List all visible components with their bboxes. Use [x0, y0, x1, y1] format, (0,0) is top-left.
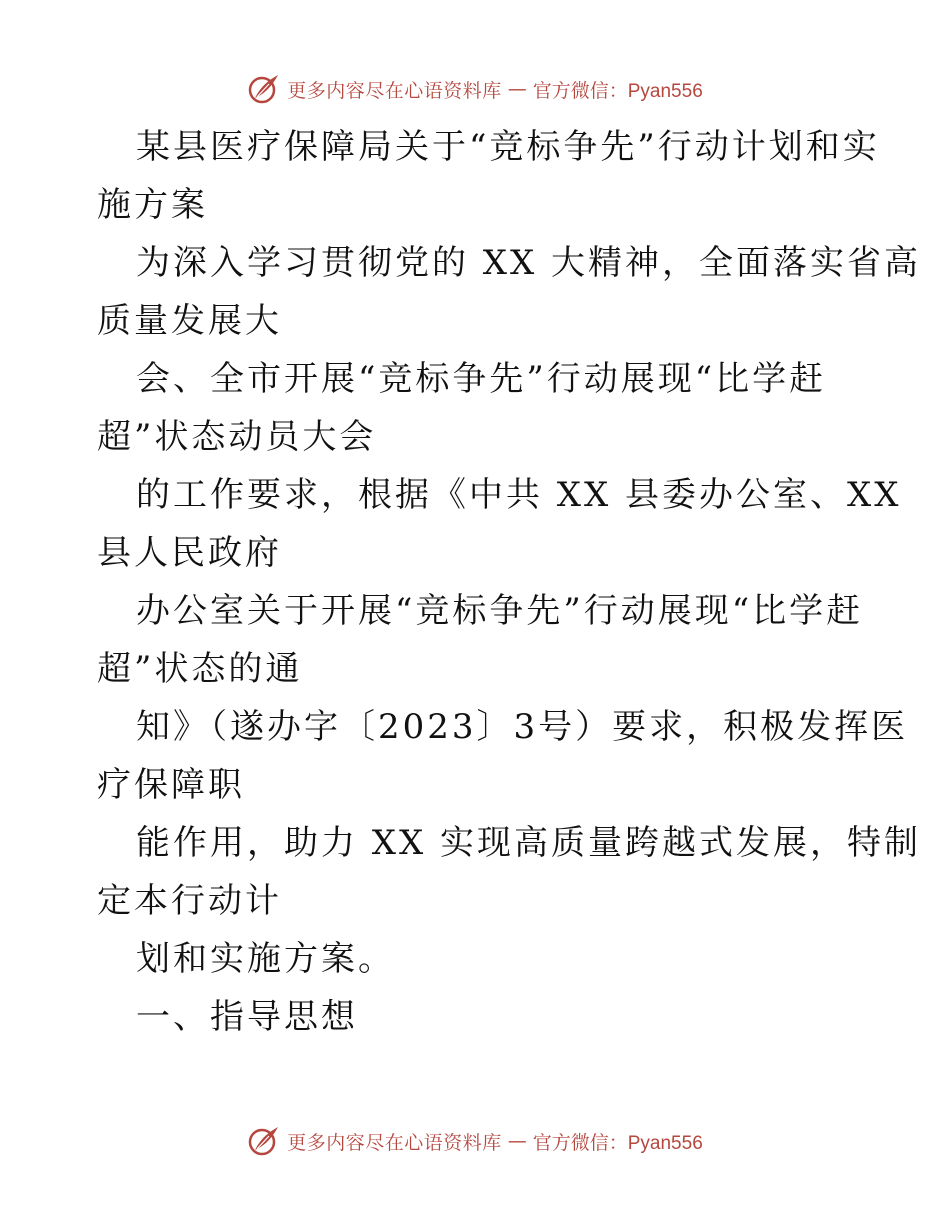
document-line: 的工作要求，根据《中共 XX 县委办公室、XX	[136, 475, 902, 515]
document-line: 疗保障职	[97, 765, 245, 805]
document-line: 为深入学习贯彻党的 XX 大精神，全面落实省高	[136, 243, 922, 283]
document-line: 超”状态动员大会	[97, 417, 377, 457]
feather-logo-icon	[247, 72, 281, 106]
watermark-text: 更多内容尽在心语资料库	[287, 79, 502, 102]
document-line: 会、全市开展“竞标争先”行动展现“比学赶	[136, 359, 827, 399]
watermark-text: 更多内容尽在心语资料库	[287, 1131, 502, 1154]
feather-logo-icon	[247, 1124, 281, 1158]
document-line: 一、指导思想	[136, 997, 358, 1037]
watermark-separator: —	[507, 1130, 527, 1152]
document-line: 知》（遂办字〔2023〕3号）要求，积极发挥医	[136, 707, 909, 747]
document-body	[97, 118, 922, 1046]
footer-watermark	[0, 1124, 950, 1158]
header-watermark	[0, 72, 950, 106]
document-line: 施方案	[97, 185, 208, 225]
document-line: 能作用，助力 XX 实现高质量跨越式发展，特制	[136, 823, 922, 863]
document-line: 办公室关于开展“竞标争先”行动展现“比学赶	[136, 591, 864, 631]
watermark-contact: 官方微信：Pyan556	[532, 80, 703, 102]
document-line: 划和实施方案。	[136, 939, 395, 979]
document-line: 某县医疗保障局关于“竞标争先”行动计划和实	[136, 127, 880, 167]
document-line: 县人民政府	[97, 533, 282, 573]
document-line: 超”状态的通	[97, 649, 303, 689]
document-line: 质量发展大	[97, 301, 282, 341]
document-line: 定本行动计	[97, 881, 282, 921]
watermark-separator: —	[507, 78, 527, 100]
watermark-contact: 官方微信：Pyan556	[532, 1132, 703, 1154]
